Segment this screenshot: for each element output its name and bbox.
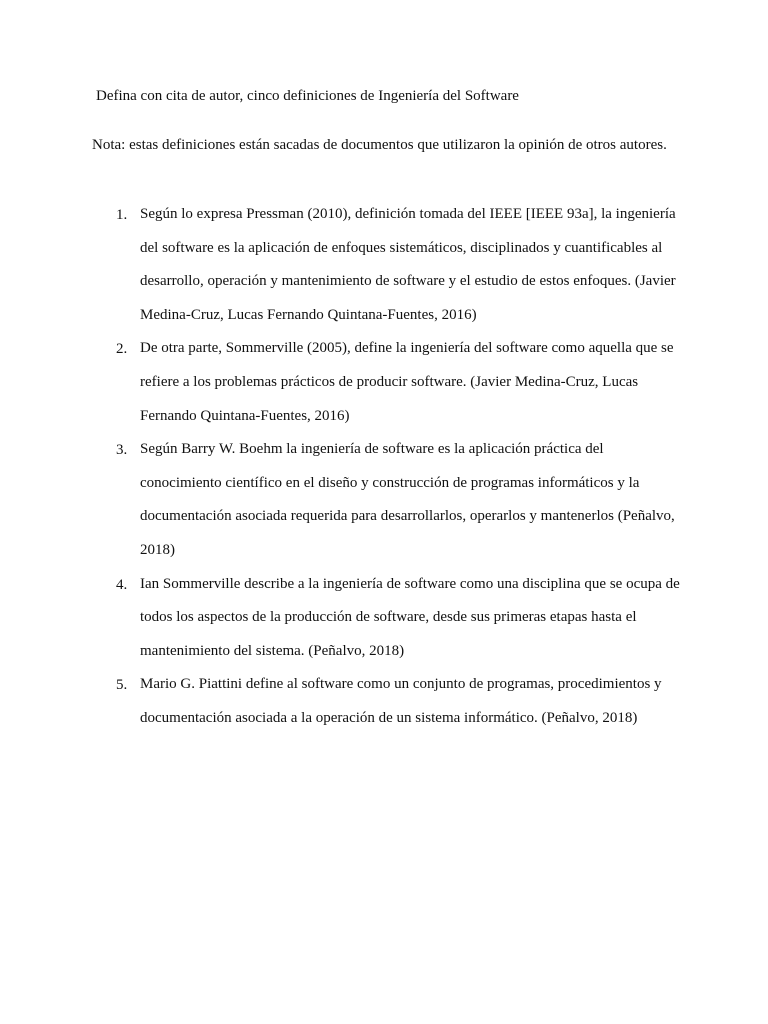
- definition-number-1: 1.: [116, 207, 128, 223]
- definitions-list: [0, 198, 768, 736]
- definition-text-1: Según lo expresa Pressman (2010), definición tomada del IEEE [IEEE 93a], la ingeniería del software es la aplicación de enfoques sistemáticos, disciplinados y cuantificables al desarrollo, operación y mantenimiento de software y el estudio de estos enfoques. (Javier Medina-Cruz, Lucas Fernando Quintana-Fuentes, 2016): [140, 206, 676, 323]
- definition-number-5: 5.: [116, 677, 128, 694]
- definition-item-3: [0, 433, 768, 567]
- definition-text-5: Mario G. Piattini define al software como un conjunto de programas, procedimientos y documentación asociada a la operación de un sistema informático. (Peñalvo, 2018): [140, 676, 662, 726]
- definition-item-1: [0, 198, 768, 332]
- document-title: Defina con cita de autor, cinco definiciones de Ingeniería del Software: [96, 88, 519, 104]
- document-note: Nota: estas definiciones están sacadas de documentos que utilizaron la opinión de otros autores.: [92, 137, 667, 153]
- definition-number-3: 3.: [116, 442, 128, 459]
- definition-text-4: Ian Sommerville describe a la ingeniería de software como una disciplina que se ocupa de todos los aspectos de la producción de software, desde sus primeras etapas hasta el mantenimiento del sistema. (Peñalvo, 2018): [140, 575, 680, 659]
- definition-text-3: Según Barry W. Boehm la ingeniería de software es la aplicación práctica del conocimiento científico en el diseño y construcción de programas informáticos y la documentación asociada requerida para desarrollarlos, operarlos y mantenerlos (Peñalvo, 2018): [140, 441, 675, 558]
- definition-item-2: [0, 332, 768, 433]
- definition-text-2: De otra parte, Sommerville (2005), define la ingeniería del software como aquella que se refiere a los problemas prácticos de producir software. (Javier Medina-Cruz, Lucas Fernando Quintana-Fuentes, 2016): [140, 340, 674, 424]
- definition-number-4: 4.: [116, 576, 128, 593]
- definition-item-5: [0, 668, 768, 735]
- definition-item-4: [0, 568, 768, 669]
- definition-number-2: 2.: [116, 341, 128, 358]
